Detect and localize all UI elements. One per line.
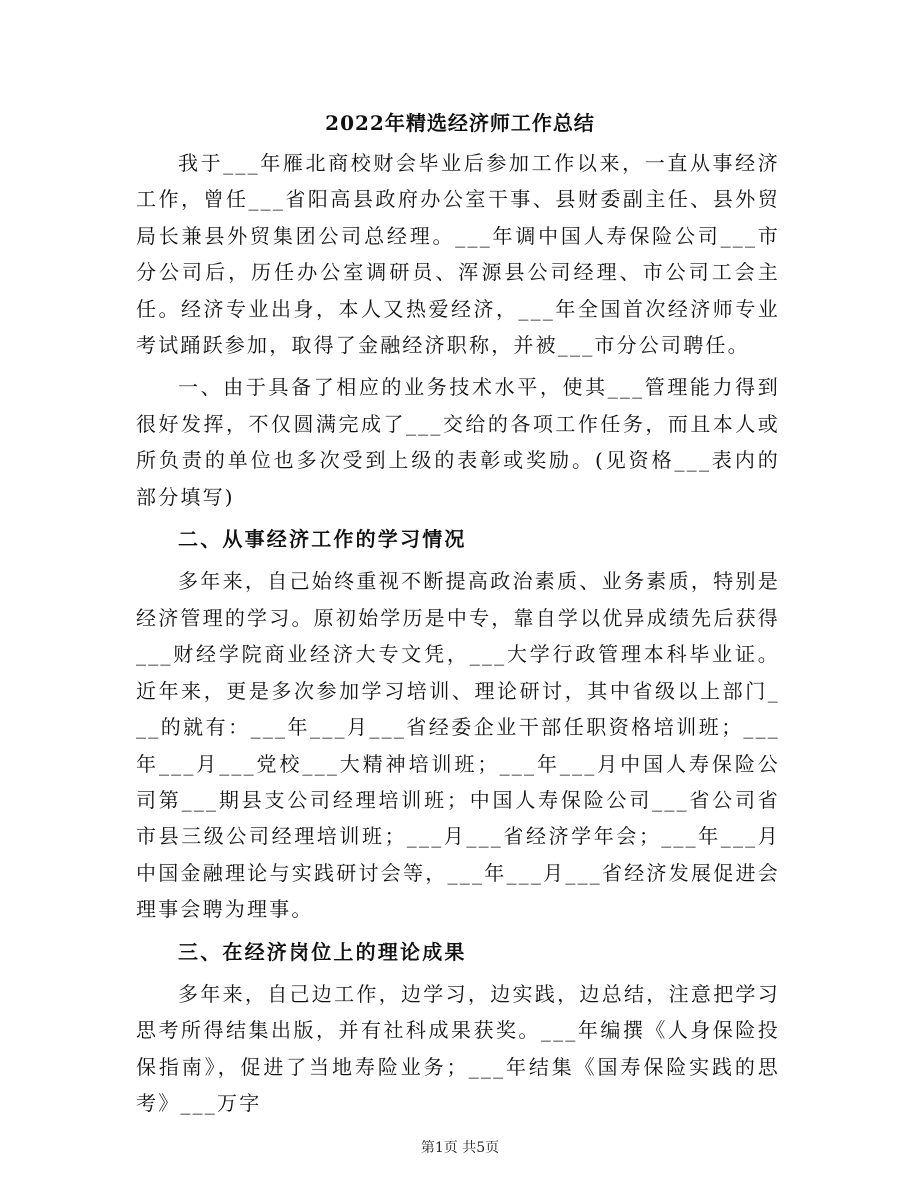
page-number: 第1页 共5页 — [420, 1140, 500, 1156]
document-body — [136, 145, 780, 1122]
paragraph-section-one: 一、由于具备了相应的业务技术水平，使其___管理能力得到很好发挥，不仅圆满完成了___交给的各项工作任务，而且本人或所负责的单位也多次受到上级的表彰或奖励。(见资格___表内的部分填写) — [136, 375, 780, 509]
document-title: 2022年精选经济师工作总结 — [325, 111, 595, 135]
paragraph-achievements: 多年来，自己边工作，边学习，边实践，边总结，注意把学习思考所得结集出版，并有社科成果获奖。___年编撰《人身保险投保指南》，促进了当地寿险业务；___年结集《国寿保险实践的思考》___万字 — [136, 981, 780, 1116]
section-heading-achievements: 三、在经济岗位上的理论成果 — [178, 939, 467, 964]
paragraph-study: 多年来，自己始终重视不断提高政治素质、业务素质，特别是经济管理的学习。原初始学历是中专，靠自学以优异成绩先后获得___财经学院商业经济大专文凭，___大学行政管理本科毕业证。近年来，更是多次参加学习培训、理论研讨，其中省级以上部门___的就有：___年___月___省经委企业干部任职资格培训班；___年___月___党校___大精神培训班；___年___月中国人寿保险公司第___期县支公司经理培训班；中国人寿保险公司___省公司省市县三级公司经理培训班；___月___省经济学年会；___年___月中国金融理论与实践研讨会等，___年___月___省经济发展促进会理事会聘为理事。 — [136, 569, 780, 922]
paragraph-intro: 我于___年雁北商校财会毕业后参加工作以来，一直从事经济工作，曾任___省阳高县政府办公室干事、县财委副主任、县外贸局长兼县外贸集团公司总经理。___年调中国人寿保险公司___市分公司后，历任办公室调研员、浑源县公司经理、市公司工会主任。经济专业出身，本人又热爱经济，___年全国首次经济师专业考试踊跃参加，取得了金融经济职称，并被___市分公司聘任。 — [136, 151, 780, 358]
section-heading-study: 二、从事经济工作的学习情况 — [178, 527, 467, 552]
